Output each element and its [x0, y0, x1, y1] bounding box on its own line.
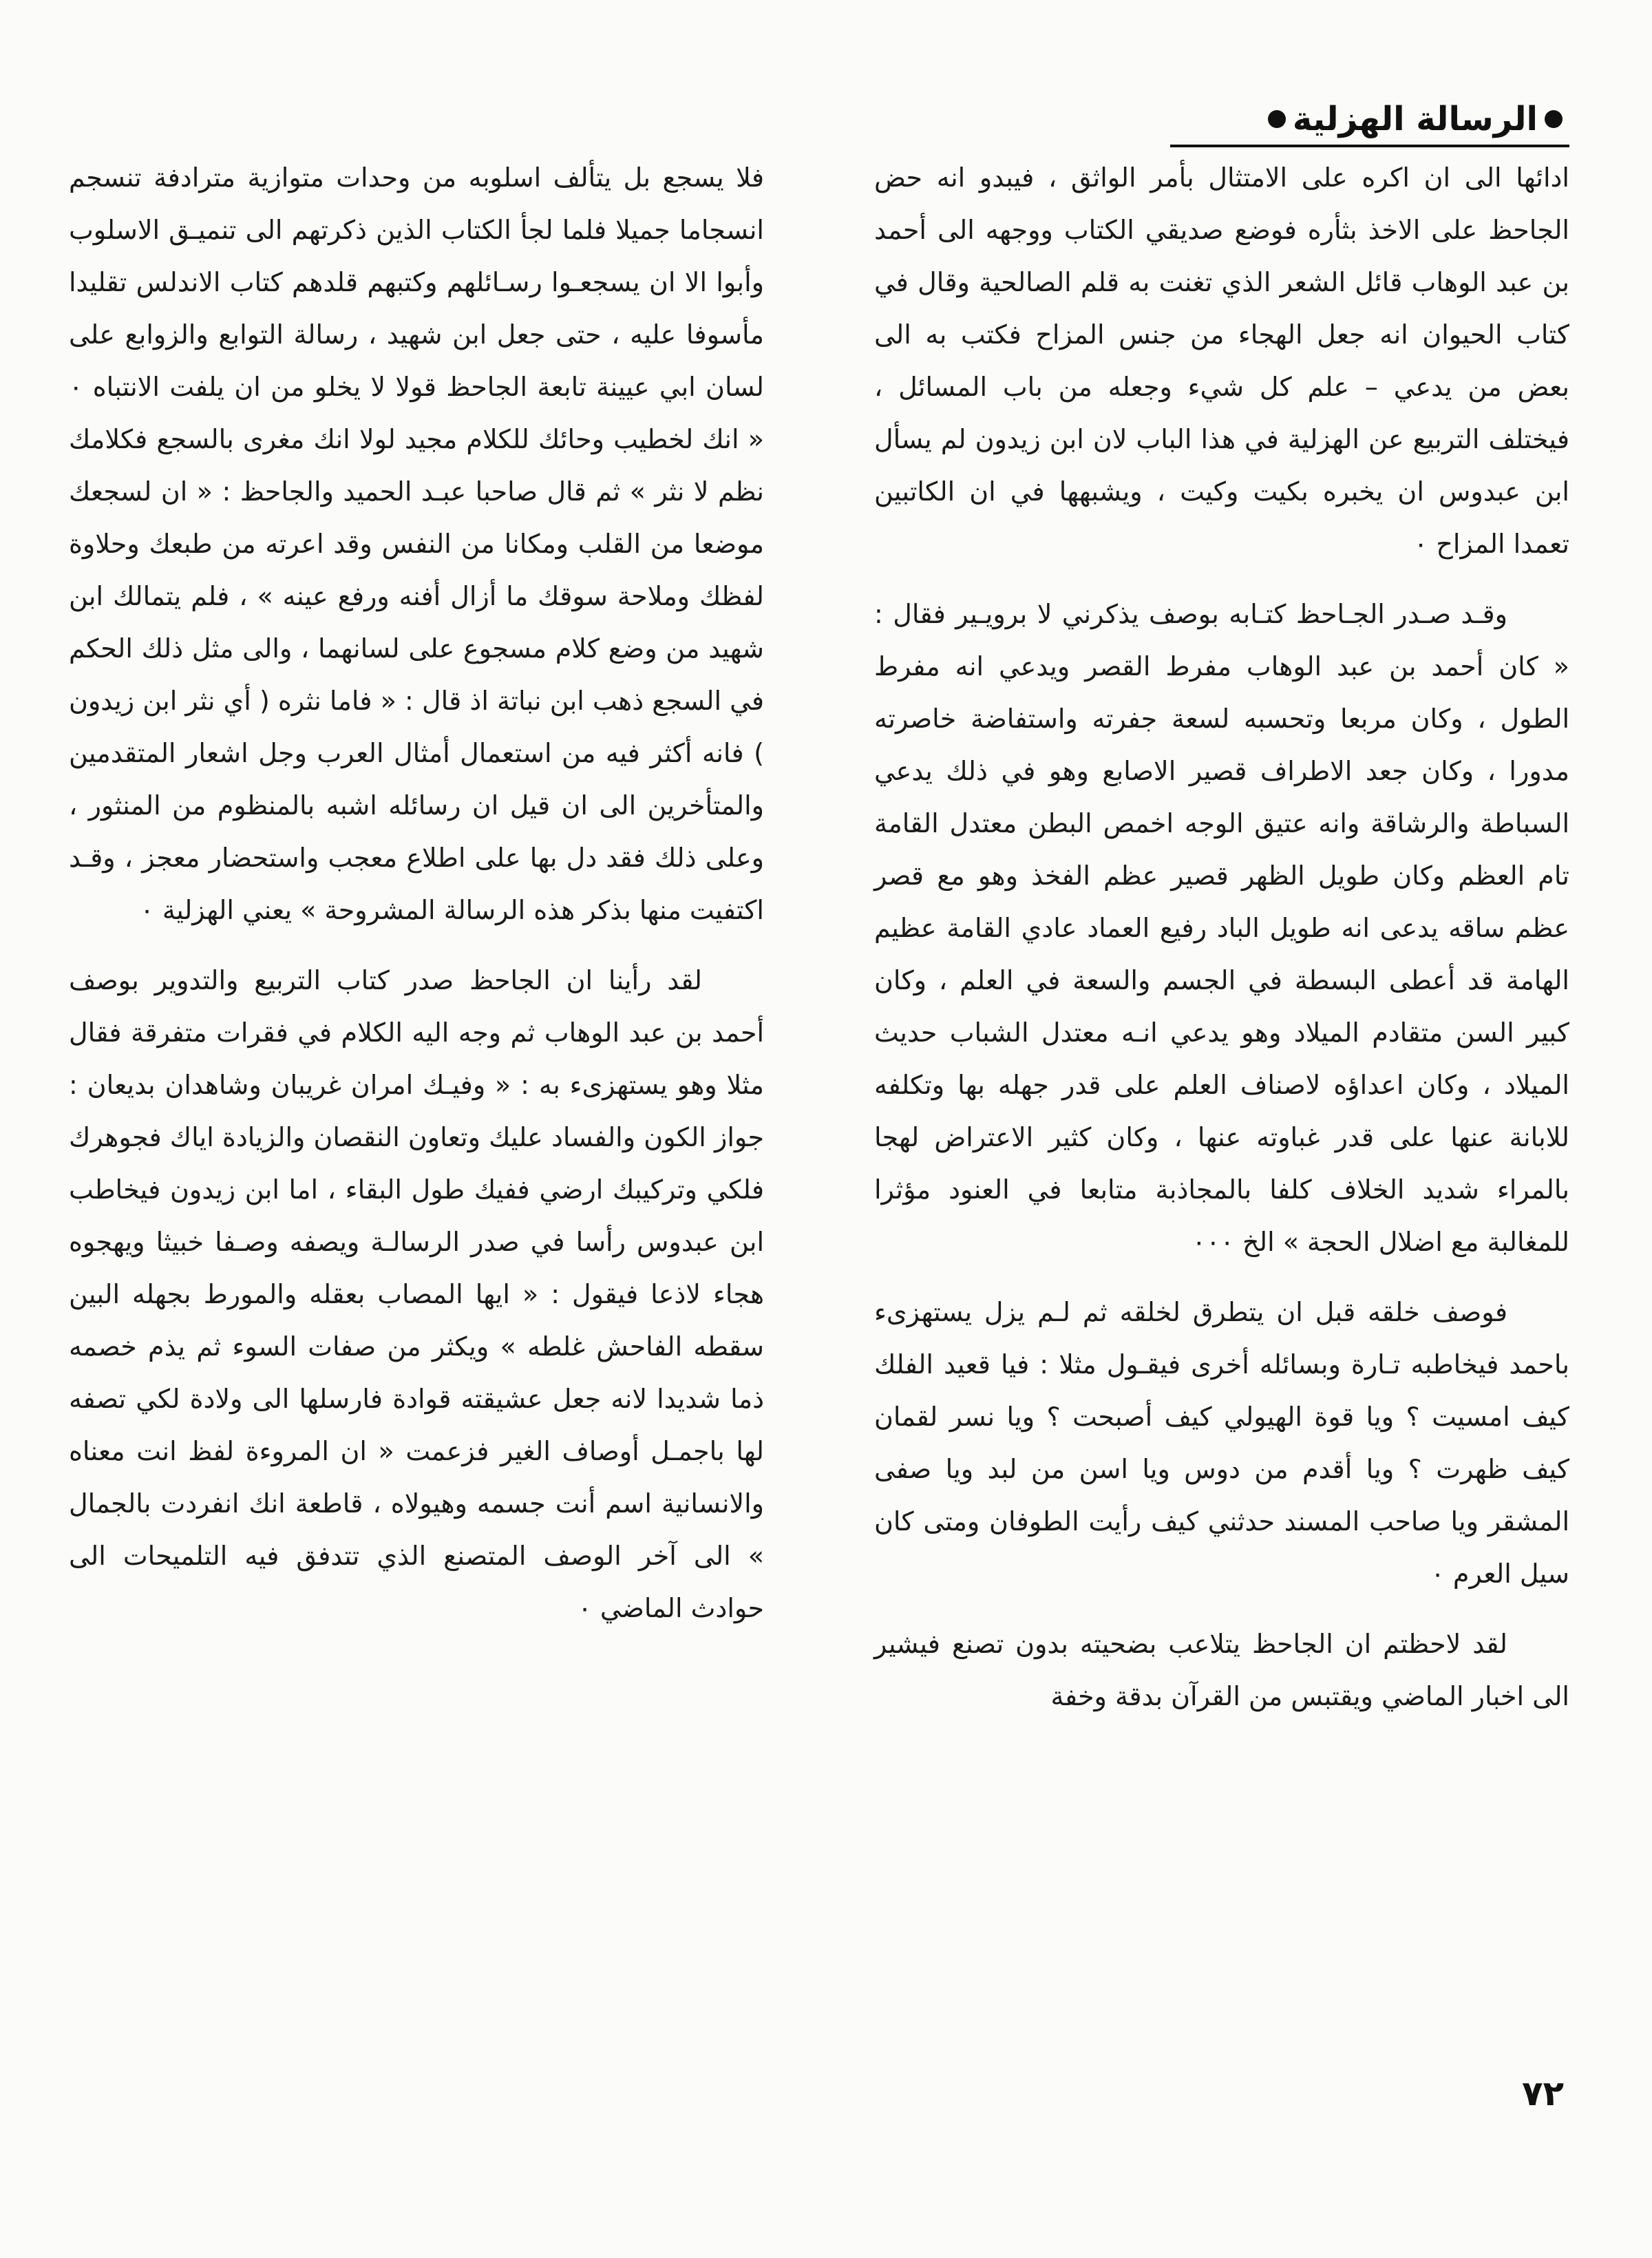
paragraph: وقـد صـدر الجـاحظ كتـابه بوصف يذكرني لا برويـير فقال : « كان أحمد بن عبد الوهاب مفرط القصر ويدعي انه مفرط الطول ، وكان مربعا وتحسبه لسعة جفرته واستفاضة خاصرته مدورا ، وكان جعد الاطراف قصير الاصابع وهو في ذلك يدعي السباطة والرشاقة وانه عتيق الوجه اخمص البطن معتدل القامة تام العظم وكان طويل الظهر قصير عظم الفخذ وهو مع قصر عظم ساقه يدعى انه طويل الباد رفيع العماد عادي القامة عظيم الهامة قد أعطى البسطة في الجسم والسعة في العلم ، وكان كبير السن متقادم الميلاد وهو يدعي انـه معتدل الشباب حديث الميلاد ، وكان اعداؤه لاصناف العلم على قدر جهله بها وتكلفه للابانة عنها على قدر غباوته عنها ، وكان كثير الاعتراض لهجا بالمراء شديد الخلاف كلفا بالمجاذبة متابعا في العنود مؤثرا للمغالبة مع اضلال الحجة » الخ ٠٠٠	[874, 599, 1569, 1257]
header-rule	[1170, 145, 1569, 147]
right-column	[874, 151, 1569, 1740]
paragraph: فوصف خلقه قبل ان يتطرق لخلقه ثم لـم يزل يستهزىء باحمد فيخاطبه تـارة وبسائله أخرى فيقـول مثلا : فيا قعيد الفلك كيف امسيت ؟ ويا قوة الهيولي كيف أصبحت ؟ ويا نسر لقمان كيف ظهرت ؟ ويا أقدم من دوس ويا اسن من لبد ويا صفى المشقر ويا صاحب المسند حدثني كيف رأيت الطوفان ومتى كان سيل العرم ٠	[874, 1297, 1569, 1589]
left-column	[69, 151, 764, 1652]
bullet-left-icon	[1268, 110, 1286, 128]
running-header	[1170, 88, 1569, 150]
bullet-right-icon	[1545, 110, 1563, 128]
paragraph: لقد لاحظتم ان الجاحظ يتلاعب بضحيته بدون تصنع فيشير الى اخبار الماضي ويقتبس من القرآن بدقة وخفة	[874, 1629, 1569, 1711]
paragraph: فلا يسجع بل يتألف اسلوبه من وحدات متوازية مترادفة تنسجم انسجاما جميلا فلما لجأ الكتاب الذين ذكرتهم الى تنميـق الاسلوب وأبوا الا ان يسجعـوا رسـائلهم وكتبهم قلدهم كتاب الاندلس تقليدا مأسوفا عليه ، حتى جعل ابن شهيد ، رسالة التوابع والزوابع على لسان ابي عيينة تابعة الجاحظ قولا لا يخلو من ان يلفت الانتباه ٠ « انك لخطيب وحائك للكلام مجيد لولا انك مغرى بالسجع فكلامك نظم لا نثر » ثم قال صاحبا عبـد الحميد والجاحظ : « ان لسجعك موضعا من القلب ومكانا من النفس وقد اعرته من طبعك وحلاوة لفظك وملاحة سوقك ما أزال أفنه ورفع عينه » ، فلم يتمالك ابن شهيد من وضع كلام مسجوع على لسانهما ، والى مثل ذلك الحكم في السجع ذهب ابن نباتة اذ قال : « فاما نثره ( أي نثر ابن زيدون ) فانه أكثر فيه من استعمال أمثال العرب وجل اشعار المتقدمين والمتأخرين الى ان قيل ان رسائله اشبه بالمنظوم من المنثور ، وعلى ذلك فقد دل بها على اطلاع معجب واستحضار معجز ، وقـد اكتفيت منها بذكر هذه الرسالة المشروحة » يعني الهزلية ٠	[69, 162, 764, 925]
paragraph: ادائها الى ان اكره على الامتثال بأمر الواثق ، فيبدو انه حض الجاحظ على الاخذ بثأره فوضع صديقي الكتاب ووجهه الى أحمد بن عبد الوهاب قائل الشعر الذي تغنت به قلم الصالحية وقال في كتاب الحيوان انه جعل الهجاء من جنس المزاح فكتب به الى بعض من يدعي – علم كل شيء وجعله من باب المسائل ، فيختلف التربيع عن الهزلية في هذا الباب لان ابن زيدون لم يسأل ابن عبدوس ان يخبره بكيت وكيت ، ويشبهها في ان الكاتبين تعمدا المزاح ٠	[874, 162, 1569, 559]
header-title: الرسالة الهزلية	[1292, 100, 1538, 138]
page-number: ٧٢	[1521, 2074, 1564, 2113]
paragraph: لقد رأينا ان الجاحظ صدر كتاب التربيع والتدوير بوصف أحمد بن عبد الوهاب ثم وجه اليه الكلام في فقرات متفرقة فقال مثلا وهو يستهزىء به : « وفيـك امران غريبان وشاهدان بديعان : جواز الكون والفساد عليك وتعاون النقصان والزيادة اياك فجوهرك فلكي وتركيبك ارضي ففيك طول البقاء ، اما ابن زيدون فيخاطب ابن عبدوس رأسا في صدر الرسالـة ويصفه وصـفا خبيثا ويهجوه هجاء لاذعا فيقول : « ايها المصاب بعقله والمورط بجهله البين سقطه الفاحش غلطه » ويكثر من صفات السوء ثم يذم خصمه ذما شديدا لانه جعل عشيقته قوادة فارسلها الى ولادة لكي تصفه لها باجمـل أوصاف الغير فزعمت « ان المروءة لفظ انت معناه والانسانية اسم أنت جسمه وهيولاه ، قاطعة انك انفردت بالجمال » الى آخر الوصف المتصنع الذي تتدفق فيه التلميحات الى حوادث الماضي ٠	[69, 965, 764, 1623]
